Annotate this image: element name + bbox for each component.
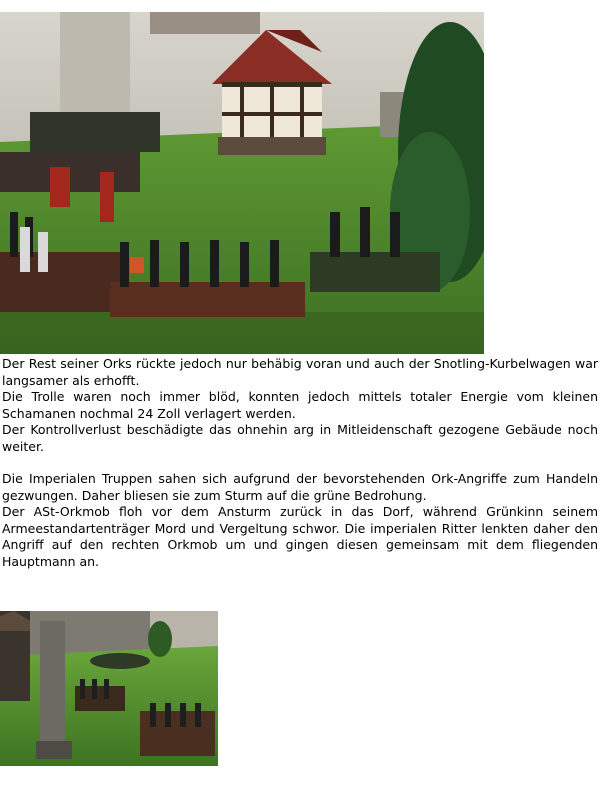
paragraph-4: Die Imperialen Truppen sahen sich aufgrund der bevorstehenden Ork-Angriffe zum Handeln gezwungen. Daher bliesen sie zum Sturm auf die grüne Bedrohung. bbox=[2, 471, 598, 503]
battle-photo-2 bbox=[0, 611, 218, 766]
paragraph-5: Der ASt-Orkmob floh vor dem Ansturm zurück in das Dorf, während Grünkinn seinem Armeestandartenträger Mord und Vergeltung schwor. Die imperialen Ritter lenkten daher den Angriff auf den rechten Orkmob um und gingen diesen gemeinsam mit dem fliegenden Hauptmann an. bbox=[2, 504, 598, 569]
paragraph-2: Die Trolle waren noch immer blöd, konnten jedoch mittels totaler Energie vom kleinen Schamanen nochmal 24 Zoll verlagert werden. bbox=[2, 389, 598, 421]
battle-photo-1 bbox=[0, 12, 484, 354]
article-text bbox=[2, 356, 598, 570]
paragraph-1: Der Rest seiner Orks rückte jedoch nur behäbig voran und auch der Snotling-Kurbelwagen war langsamer als erhofft. bbox=[2, 356, 598, 388]
battle-photo-2-image bbox=[0, 611, 218, 766]
paragraph-3: Der Kontrollverlust beschädigte das ohnehin arg in Mitleidenschaft gezogene Gebäude noch weiter. bbox=[2, 422, 598, 454]
battle-photo-1-image bbox=[0, 12, 484, 354]
